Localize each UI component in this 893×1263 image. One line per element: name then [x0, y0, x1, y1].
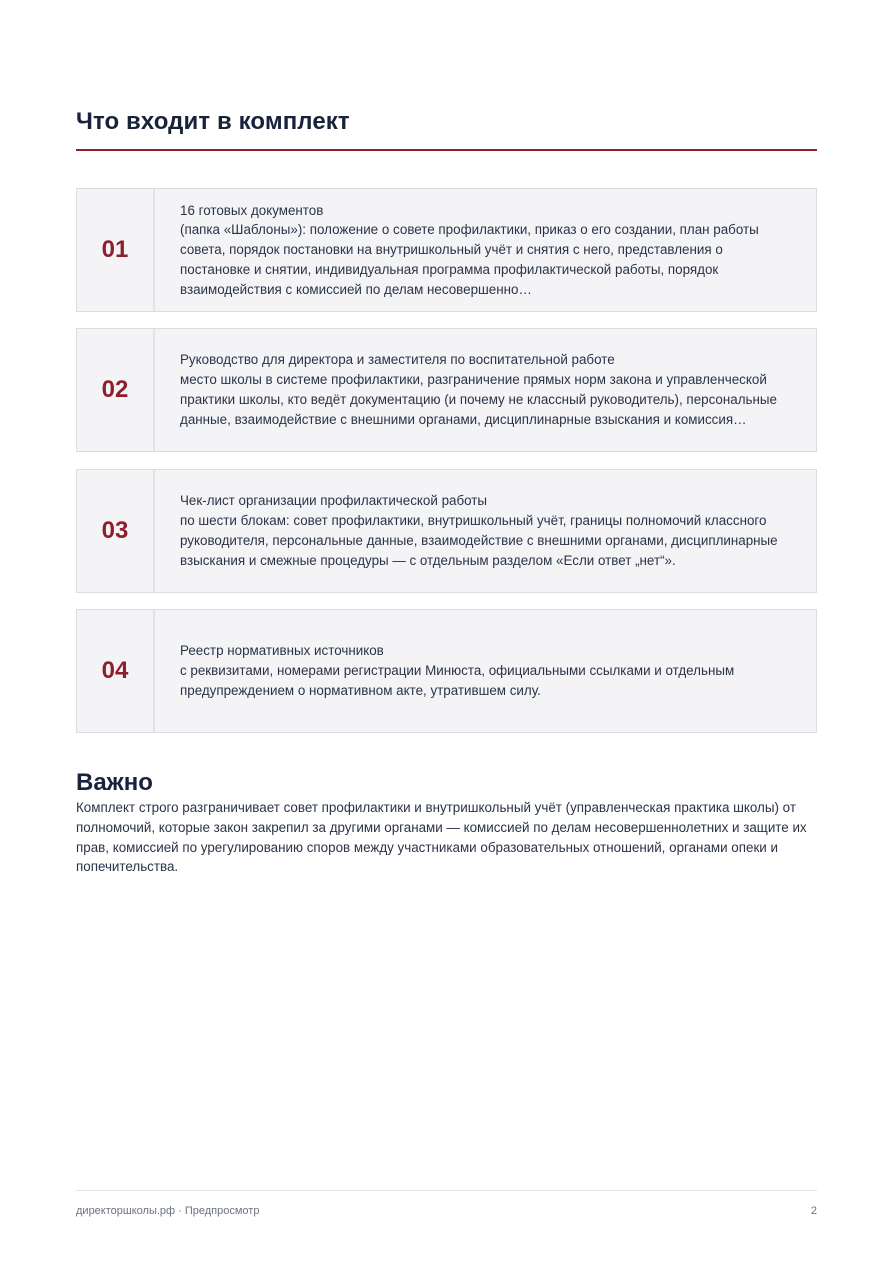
footer-site-label: директоршколы.рф · Предпросмотр: [76, 1205, 260, 1217]
section-title: Что входит в комплект: [76, 108, 350, 135]
kit-item-card: [76, 609, 817, 733]
kit-item-card: [76, 328, 817, 452]
kit-item-content: [155, 329, 816, 451]
kit-item-title: 16 готовых документов: [180, 202, 324, 218]
kit-item-description: с реквизитами, номерами регистрации Минюста, официальными ссылками и отдельным предупреждением о нормативном акте, утратившем силу.: [180, 663, 735, 698]
kit-item-content: [155, 610, 816, 732]
footer-divider: [76, 1190, 817, 1191]
kit-item-number: 02: [77, 329, 155, 451]
kit-item-description: место школы в системе профилактики, разграничение прямых норм закона и управленческой практики школы, кто ведёт документацию (и почему не классный руководитель), персональные данные, взаимодействие с внешними органами, дисциплинарные взыскания и комиссия…: [180, 372, 777, 427]
kit-item-description: (папка «Шаблоны»): положение о совете профилактики, приказ о его создании, план работы совета, порядок постановки на внутришкольный учёт и снятия с него, представления о постановке и снятии, индивидуальная программа профилактической работы, порядок взаимодействия с комиссией по делам несовершенно…: [180, 222, 759, 297]
document-page: [76, 0, 817, 1263]
kit-item-title: Реестр нормативных источников: [180, 643, 384, 659]
page-number: 2: [810, 1205, 817, 1217]
kit-item-number: 04: [77, 610, 155, 732]
kit-item-number: 01: [77, 189, 155, 311]
kit-item-card: [76, 188, 817, 312]
title-divider: [76, 149, 817, 151]
kit-item-number: 03: [77, 470, 155, 592]
kit-item-content: [155, 189, 816, 311]
kit-item-content: [155, 470, 816, 592]
kit-item-title: Руководство для директора и заместителя по воспитательной работе: [180, 352, 615, 368]
kit-item-description: по шести блокам: совет профилактики, внутришкольный учёт, границы полномочий классного руководителя, персональные данные, взаимодействие с внешними органами, дисциплинарные взыскания и смежные процедуры — с отдельным разделом «Если ответ „нет“».: [180, 513, 778, 568]
kit-item-title: Чек-лист организации профилактической работы: [180, 493, 488, 509]
kit-item-card: [76, 469, 817, 593]
important-heading: Важно: [76, 769, 153, 796]
important-paragraph: Комплект строго разграничивает совет профилактики и внутришкольный учёт (управленческая практика школы) от полномочий, которые закон закрепил за другими органами — комиссией по делам несовершеннолетних и защите их прав, комиссией по урегулированию споров между участниками образовательных отношений, органами опеки и попечительства.: [76, 800, 807, 875]
